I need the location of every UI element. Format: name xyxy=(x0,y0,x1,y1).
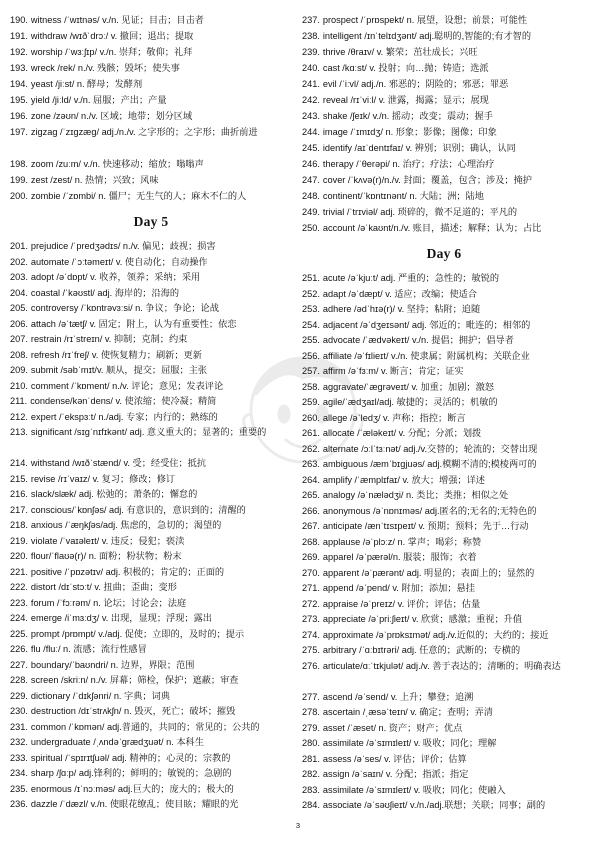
vocab-entry xyxy=(302,44,586,60)
entry-number: 280. xyxy=(302,738,320,748)
vocab-entry xyxy=(10,425,292,456)
entry-text: refresh /rɪˈfreʃ/ v. 使恢复精力；刷新；更新 xyxy=(30,349,202,360)
entry-number: 206. xyxy=(10,318,28,329)
vocab-entry xyxy=(10,689,292,705)
entry-number: 243. xyxy=(302,111,320,121)
entry-number: 253. xyxy=(302,304,320,314)
entry-number: 273. xyxy=(302,614,320,624)
entry-number: 210. xyxy=(10,380,28,391)
entry-text: prospect /ˈprɒspekt/ n. 展望，设想；前景；可能性 xyxy=(322,15,528,25)
vocab-entry xyxy=(302,349,586,365)
entry-text: adapt /əˈdæpt/ v. 适应；改编；使适合 xyxy=(322,288,477,299)
entry-number: 191. xyxy=(10,31,28,41)
entry-number: 260. xyxy=(302,412,320,423)
entry-text: image /ˈɪmɪdʒ/ n. 形象；影像；图像；印象 xyxy=(322,127,497,137)
entry-text: dazzle /ˈdæzl/ v./n. 使眼花缭乱；使目眩；耀眼的光 xyxy=(30,799,239,809)
entry-number: 246. xyxy=(302,159,320,169)
vocab-entry xyxy=(10,255,292,271)
entry-text: restrain /rɪˈstreɪn/ v. 抑制；克制；约束 xyxy=(30,334,188,344)
entry-text: prejudice /ˈpredʒədɪs/ n./v. 偏见；歧视；损害 xyxy=(30,241,216,251)
entry-text: anxious /ˈæŋkʃəs/adj. 焦虑的，急切的；渴望的 xyxy=(30,520,222,530)
entry-text: withstand /wɪðˈstænd/ v. 受；经受住；抵抗 xyxy=(30,458,207,468)
vocab-entry xyxy=(10,410,292,426)
entry-number: 227. xyxy=(10,659,28,670)
entry-text: therapy /ˈθerəpi/ n. 治疗；疗法；心理治疗 xyxy=(322,159,495,169)
entry-number: 211. xyxy=(10,396,28,406)
entry-text: prompt /prɒmpt/ v./adj. 促使；立即的，及时的；提示 xyxy=(30,628,245,639)
entry-number: 282. xyxy=(302,769,320,779)
entry-number: 271. xyxy=(302,583,320,593)
entry-number: 205. xyxy=(10,303,28,313)
entry-text: yeast /jiːst/ n. 酵母；发酵剂 xyxy=(30,79,143,89)
entry-number: 231. xyxy=(10,721,28,732)
vocab-entry xyxy=(10,565,292,581)
left-column xyxy=(10,12,292,813)
vocab-entry xyxy=(10,642,292,658)
vocab-entry xyxy=(302,628,586,644)
entry-number: 249. xyxy=(302,207,320,217)
entry-number: 208. xyxy=(10,349,28,360)
entry-text: coastal /ˈkəʊstl/ adj. 海岸的；沿海的 xyxy=(30,287,180,298)
entry-number: 259. xyxy=(302,397,320,407)
entry-text: approximate /əˈprɒksɪmət/ adj./v.近似的；大约的；接近 xyxy=(322,629,549,640)
vocab-entry xyxy=(10,549,292,565)
entry-text: common /ˈkɒmən/ adj.普通的，共同的；常见的；公共的 xyxy=(30,721,260,732)
entry-text: distort /dɪˈstɔːt/ v. 扭曲；歪曲；变形 xyxy=(30,582,177,592)
entry-number: 281. xyxy=(302,753,320,764)
entry-text: zoom /zuːm/ v./n. 快速移动；缩放；嗡嗡声 xyxy=(30,159,204,169)
entry-text: flu /fluː/ n. 流感；流行性感冒 xyxy=(30,644,147,654)
entry-text: slack/slæk/ adj. 松弛的；萧条的；懈怠的 xyxy=(30,489,198,499)
vocab-entry xyxy=(302,721,586,737)
vocab-entry xyxy=(302,333,586,349)
entry-text: enormous /ɪˈnɔːməs/ adj.巨大的；庞大的；极大的 xyxy=(30,783,234,794)
entry-text: amplify /ˈæmplɪfaɪ/ v. 放大；增强；详述 xyxy=(322,474,485,485)
entry-text: articulate/ɑːˈtɪkjulət/ adj./v. 善于表达的；清晰的；明确表达 xyxy=(322,660,561,671)
vocab-entry xyxy=(302,92,586,108)
entry-number: 275. xyxy=(302,645,320,655)
vocab-entry xyxy=(302,612,586,628)
entry-text: associate /əˈsəʊʃieɪt/ v./n./adj.联想；关联；同事；副的 xyxy=(322,800,546,810)
vocab-entry xyxy=(10,394,292,410)
vocab-entry xyxy=(10,301,292,317)
vocab-entry xyxy=(302,798,586,814)
entry-number: 254. xyxy=(302,319,320,330)
entry-number: 194. xyxy=(10,79,28,89)
entry-number: 256. xyxy=(302,350,320,361)
entry-number: 222. xyxy=(10,582,28,592)
vocab-entry xyxy=(10,317,292,333)
entry-text: adhere /ədˈhɪə(r)/ v. 坚持；粘附；追随 xyxy=(322,304,481,314)
vocab-entry xyxy=(302,690,586,706)
entry-number: 199. xyxy=(10,175,28,185)
entry-text: significant /sɪɡˈnɪfɪkənt/ adj. 意义重大的；显著的；重要的 xyxy=(30,427,267,437)
entry-text: zombie /ˈzɒmbi/ n. 僵尸；无生气的人；麻木不仁的人 xyxy=(30,191,247,201)
entry-number: 268. xyxy=(302,536,320,547)
entry-number: 230. xyxy=(10,706,28,716)
vocab-entry xyxy=(10,286,292,302)
vocab-entry xyxy=(10,28,292,44)
entry-text: apparel /əˈpærəl/n. 服装；服饰；衣着 xyxy=(322,552,477,562)
vocab-entry xyxy=(10,673,292,689)
entry-number: 213. xyxy=(10,427,28,437)
vocab-entry xyxy=(302,643,586,659)
entry-text: controversy /ˈkɒntrəvɜːsi/ n. 争议；争论；论战 xyxy=(30,303,219,313)
entry-text: cast /kɑːst/ v. 投射；向…抛；铸造；选派 xyxy=(322,63,489,73)
entry-number: 283. xyxy=(302,784,320,795)
vocab-entry xyxy=(10,456,292,472)
entry-number: 203. xyxy=(10,272,28,282)
entry-number: 218. xyxy=(10,520,28,530)
vocab-entry xyxy=(10,60,292,76)
entry-text: appreciate /əˈpriːʃieɪt/ v. 欣赏；感激；重视；升值 xyxy=(322,614,523,624)
entry-number: 193. xyxy=(10,63,28,73)
entry-number: 272. xyxy=(302,598,320,609)
vocab-entry xyxy=(10,766,292,782)
entry-text: shake /ʃeɪk/ v./n. 摇动；改变；震动；握手 xyxy=(322,111,493,121)
vocab-entry xyxy=(10,580,292,596)
vocab-entry xyxy=(302,457,586,473)
entry-text: continent/ˈkɒntɪnənt/ n. 大陆；洲；陆地 xyxy=(322,191,484,201)
entry-text: account /əˈkaʊnt/n./v. 账目，描述；解释；认为；占比 xyxy=(322,223,542,233)
vocab-entry xyxy=(10,518,292,534)
vocab-entry xyxy=(10,472,292,488)
vocab-entry xyxy=(10,782,292,798)
entry-number: 245. xyxy=(302,143,320,153)
entry-number: 198. xyxy=(10,159,28,169)
entry-number: 270. xyxy=(302,567,320,578)
word-list xyxy=(302,271,586,814)
entry-number: 190. xyxy=(10,15,28,25)
entry-number: 212. xyxy=(10,411,28,422)
entry-number: 232. xyxy=(10,737,28,747)
entry-text: cover /ˈkʌvə(r)/n./v. 封面；覆盖，包含；涉及；掩护 xyxy=(322,175,532,185)
entry-text: yield /jiːld/ v./n. 屈服；产出；产量 xyxy=(30,95,167,105)
vocab-entry xyxy=(302,140,586,156)
vocab-entry xyxy=(10,503,292,519)
entry-number: 236. xyxy=(10,799,28,809)
day-heading: Day 5 xyxy=(133,214,169,229)
entry-text: trivial /ˈtrɪviəl/ adj. 琐碎的，微不足道的；平凡的 xyxy=(322,207,518,217)
entry-text: asset /ˈæset/ n. 资产；财产；优点 xyxy=(322,722,463,733)
vocab-entry xyxy=(10,363,292,379)
entry-text: assimilate /əˈsɪmɪleɪt/ v. 吸收；同化；使融入 xyxy=(322,784,506,795)
word-list xyxy=(10,12,292,204)
vocab-entry xyxy=(302,411,586,427)
entry-text: worship /ˈwɜːʃɪp/ v./n. 崇拜；敬仰；礼拜 xyxy=(30,47,193,57)
entry-text: zest /zest/ n. 热情；兴致；风味 xyxy=(30,175,159,185)
entry-text: ambiguous /æmˈbɪɡjuəs/ adj.模糊不清的;模棱两可的 xyxy=(322,459,537,469)
entry-number: 258. xyxy=(302,381,320,392)
entry-text: anticipate /ænˈtɪsɪpeɪt/ v. 预期；预料；先于…行动 xyxy=(322,521,529,531)
entry-number: 196. xyxy=(10,111,28,121)
entry-text: destruction /dɪˈstrʌkʃn/ n. 毁灭，死亡；破坏；摧毁 xyxy=(30,706,236,716)
vocab-entry xyxy=(302,473,586,489)
entry-text: screen /skriːn/ n./v. 屏幕；筛检，保护；遮蔽；审查 xyxy=(30,675,239,685)
entry-number: 197. xyxy=(10,127,28,137)
entry-text: emerge /iˈmɜːdʒ/ v. 出现，显现；浮现；露出 xyxy=(30,613,212,623)
entry-number: 261. xyxy=(302,428,320,438)
entry-number: 237. xyxy=(302,15,320,25)
vocab-entry xyxy=(302,535,586,551)
vocab-entry xyxy=(10,797,292,813)
entry-text: wreck /rek/ n./v. 残骸；毁坏；使失事 xyxy=(30,63,180,73)
entry-text: ascend /əˈsend/ v. 上升；攀登；追溯 xyxy=(322,691,474,702)
vocab-entry xyxy=(302,736,586,752)
entry-number: 226. xyxy=(10,644,28,654)
entry-number: 219. xyxy=(10,535,28,546)
entry-number: 223. xyxy=(10,597,28,608)
entry-text: arbitrary /ˈɑːbɪtrəri/ adj. 任意的；武断的；专横的 xyxy=(322,645,521,655)
entry-text: aggravate/ˈæɡrəveɪt/ v. 加重；加剧；激怒 xyxy=(322,381,494,392)
vocab-entry xyxy=(10,735,292,751)
entry-number: 235. xyxy=(10,783,28,794)
vocab-entry xyxy=(302,380,586,396)
entry-text: violate /ˈvaɪəleɪt/ v. 违反；侵犯；亵渎 xyxy=(30,535,185,546)
vocab-entry xyxy=(302,76,586,92)
entry-number: 209. xyxy=(10,365,28,375)
vocab-entry xyxy=(10,534,292,550)
entry-text: adopt /əˈdɒpt/ v. 收养，领养；采纳；采用 xyxy=(30,272,201,282)
entry-number: 255. xyxy=(302,335,320,345)
vocab-entry xyxy=(302,426,586,442)
vocab-entry xyxy=(302,519,586,535)
entry-text: evil /ˈiːvl/ adj./n. 邪恶的；阴险的；邪恶；罪恶 xyxy=(322,79,509,89)
vocab-entry xyxy=(302,287,586,303)
entry-text: ascertain /ˌæsəˈteɪn/ v. 确定；查明；弄清 xyxy=(322,707,493,717)
entry-number: 251. xyxy=(302,273,320,283)
entry-text: identify /aɪˈdentɪfaɪ/ v. 辨别；识别；确认，认同 xyxy=(322,143,516,153)
vocab-entry xyxy=(302,442,586,458)
vocab-entry xyxy=(302,550,586,566)
entry-number: 204. xyxy=(10,287,28,298)
vocab-entry xyxy=(10,172,292,188)
entry-number: 195. xyxy=(10,95,28,105)
entry-text: adjacent /əˈdʒeɪsənt/ adj. 邻近的；毗连的；相邻的 xyxy=(322,319,531,330)
entry-number: 248. xyxy=(302,191,320,201)
entry-text: alternate /ɔːlˈtɜːnət/ adj./v.交替的；轮流的；交替出现 xyxy=(322,443,538,454)
vocab-entry xyxy=(10,379,292,395)
word-list xyxy=(302,12,586,236)
entry-number: 233. xyxy=(10,752,28,763)
vocab-entry xyxy=(302,318,586,334)
vocab-entry xyxy=(302,597,586,613)
entry-number: 252. xyxy=(302,288,320,299)
vocab-entry xyxy=(302,659,586,690)
vocab-entry xyxy=(302,705,586,721)
vocab-entry xyxy=(10,332,292,348)
entry-text: zone /zəʊn/ n./v. 区域；地带；划分区域 xyxy=(30,111,193,121)
vocab-entry xyxy=(302,395,586,411)
entry-number: 257. xyxy=(302,366,320,376)
page-number: 3 xyxy=(295,821,301,830)
entry-text: advocate /ˈædvəkeɪt/ v./n. 提倡；拥护；倡导者 xyxy=(322,335,514,345)
entry-number: 229. xyxy=(10,690,28,701)
entry-text: automate /ˈɔːtəmeɪt/ v. 使自动化；自动操作 xyxy=(30,256,208,267)
entry-number: 200. xyxy=(10,191,28,201)
vocab-entry xyxy=(302,271,586,287)
vocab-entry xyxy=(302,108,586,124)
entry-number: 215. xyxy=(10,473,28,484)
entry-number: 217. xyxy=(10,504,28,515)
entry-number: 262. xyxy=(302,443,320,454)
entry-text: agile/ˈædʒaɪl/adj. 敏捷的；灵活的；机敏的 xyxy=(322,397,498,407)
vocab-entry xyxy=(10,627,292,643)
entry-text: comment /ˈkɒment/ n./v. 评论；意见；发表评论 xyxy=(30,380,224,391)
entry-number: 267. xyxy=(302,521,320,531)
vocab-entry xyxy=(10,611,292,627)
entry-number: 202. xyxy=(10,256,28,267)
vocab-entry xyxy=(10,720,292,736)
entry-text: appraise /əˈpreɪz/ v. 评价；评估；估量 xyxy=(322,598,481,609)
entry-number: 263. xyxy=(302,459,320,469)
entry-number: 266. xyxy=(302,505,320,516)
entry-number: 276. xyxy=(302,660,320,671)
entry-text: allege /əˈledʒ/ v. 声称；指控；断言 xyxy=(322,412,466,423)
entry-text: assign /əˈsaɪn/ v. 分配；指派；指定 xyxy=(322,769,469,779)
entry-number: 277. xyxy=(302,691,320,702)
entry-number: 228. xyxy=(10,675,28,685)
entry-text: positive /ˈpɒzətɪv/ adj. 积极的；肯定的；正面的 xyxy=(30,566,225,577)
vocab-entry xyxy=(302,566,586,582)
entry-number: 221. xyxy=(10,566,28,577)
vocab-entry xyxy=(10,270,292,286)
entry-text: apparent /əˈpærənt/ adj. 明显的；表面上的；显然的 xyxy=(322,567,535,578)
entry-number: 279. xyxy=(302,722,320,733)
entry-number: 216. xyxy=(10,489,28,499)
vocab-entry xyxy=(10,44,292,60)
entry-text: zigzag /ˈzɪɡzæɡ/ adj./n./v. 之字形的；之字形；曲折前进 xyxy=(30,127,258,137)
entry-text: reveal /rɪˈviːl/ v. 泄露，揭露；显示；展现 xyxy=(322,95,489,105)
entry-text: flour/ˈflaʊə(r)/ n. 面粉；粉状物；粉末 xyxy=(30,551,182,561)
entry-number: 220. xyxy=(10,551,28,561)
entry-number: 250. xyxy=(302,223,320,233)
vocab-entry xyxy=(302,581,586,597)
vocab-entry xyxy=(10,76,292,92)
entry-text: affirm /əˈfɜːm/ v. 断言；肯定；证实 xyxy=(322,366,464,376)
entry-text: dictionary /ˈdɪkʃənri/ n. 字典；词典 xyxy=(30,690,170,701)
vocab-entry xyxy=(302,767,586,783)
entry-number: 224. xyxy=(10,613,28,623)
entry-number: 214. xyxy=(10,458,28,468)
entry-text: allocate /ˈæləkeɪt/ v. 分配；分派；划拨 xyxy=(322,428,482,438)
vocab-entry xyxy=(302,124,586,140)
vocab-entry xyxy=(10,12,292,28)
entry-number: 274. xyxy=(302,629,320,640)
word-list xyxy=(10,239,292,813)
vocab-entry xyxy=(10,92,292,108)
entry-text: boundary/ˈbaʊndri/ n. 边界，界限；范围 xyxy=(30,659,195,670)
entry-text: affiliate /əˈfɪlieɪt/ v./n. 使隶属；附属机构；关联企业 xyxy=(322,350,530,361)
entry-number: 269. xyxy=(302,552,320,562)
entry-number: 278. xyxy=(302,707,320,717)
entry-text: conscious/ˈkɒnʃəs/ adj. 有意识的，意识到的；清醒的 xyxy=(30,504,246,515)
vocab-entry xyxy=(10,487,292,503)
entry-number: 238. xyxy=(302,31,320,41)
entry-text: append /əˈpend/ v. 附加；添加；悬挂 xyxy=(322,583,475,593)
vocab-entry xyxy=(302,488,586,504)
entry-text: condense/kənˈdens/ v. 使浓缩；使冷凝；精简 xyxy=(30,396,217,406)
entry-text: assimilate /əˈsɪmɪleɪt/ v. 吸收；同化；理解 xyxy=(322,738,497,748)
vocab-entry xyxy=(302,156,586,172)
entry-number: 265. xyxy=(302,490,320,500)
entry-text: intelligent /ɪnˈtelɪdʒənt/ adj.聪明的,智能的;有才智的 xyxy=(322,31,532,41)
entry-text: revise /rɪˈvaɪz/ v. 复习；修改；修订 xyxy=(30,473,176,484)
entry-text: sharp /ʃɑːp/ adj.锋利的；鲜明的；敏锐的；急剧的 xyxy=(30,768,232,778)
vocab-entry xyxy=(10,704,292,720)
entry-text: expert /ˈekspɜːt/ n./adj. 专家；内行的；熟练的 xyxy=(30,411,218,422)
vocab-entry xyxy=(10,348,292,364)
entry-number: 247. xyxy=(302,175,320,185)
vocab-entry xyxy=(302,12,586,28)
vocab-entry xyxy=(302,504,586,520)
entry-number: 201. xyxy=(10,241,28,251)
entry-number: 234. xyxy=(10,768,28,778)
vocab-entry xyxy=(10,658,292,674)
vocab-entry xyxy=(302,188,586,204)
entry-text: withdraw /wɪðˈdrɔː/ v. 撤回；退出；提取 xyxy=(30,31,194,41)
vocab-entry xyxy=(10,751,292,767)
entry-text: applause /əˈplɔːz/ n. 掌声；喝彩；称赞 xyxy=(322,536,482,547)
vocab-entry xyxy=(302,364,586,380)
entry-number: 242. xyxy=(302,95,320,105)
entry-number: 225. xyxy=(10,628,28,639)
vocab-entry xyxy=(10,188,292,204)
vocab-entry xyxy=(10,156,292,172)
right-column xyxy=(302,12,586,814)
entry-text: undergraduate /ˌʌndəˈɡrædʒuət/ n. 本科生 xyxy=(30,737,204,747)
entry-text: attach /əˈtætʃ/ v. 固定；附上，认为有重要性；依恋 xyxy=(30,318,237,329)
entry-text: submit /səbˈmɪt/v. 顺从，提交；屈服；主张 xyxy=(30,365,208,375)
vocab-entry xyxy=(302,60,586,76)
vocab-entry xyxy=(302,302,586,318)
vocab-entry xyxy=(10,596,292,612)
vocab-entry xyxy=(302,204,586,220)
entry-number: 244. xyxy=(302,127,320,137)
day-heading: Day 6 xyxy=(426,246,462,261)
vocab-entry xyxy=(10,124,292,156)
entry-text: spiritual /ˈspɪrɪtʃuəl/ adj. 精神的；心灵的；宗教的 xyxy=(30,752,231,763)
vocab-entry xyxy=(302,28,586,44)
entry-text: thrive /θraɪv/ v. 繁荣；茁壮成长；兴旺 xyxy=(322,47,478,57)
entry-text: assess /əˈses/ v. 评估；评价；估算 xyxy=(322,753,467,764)
entry-text: analogy /əˈnælədʒi/ n. 类比；类推；相似之处 xyxy=(322,490,509,500)
entry-number: 192. xyxy=(10,47,28,57)
entry-text: witness /ˈwɪtnəs/ v./n. 见证；目击；目击者 xyxy=(30,15,204,25)
vocab-entry xyxy=(10,239,292,255)
entry-text: forum /ˈfɔːrəm/ n. 论坛；讨论会；法庭 xyxy=(30,597,187,608)
vocab-entry xyxy=(302,752,586,768)
vocab-entry xyxy=(10,108,292,124)
vocab-entry xyxy=(302,220,586,236)
entry-number: 264. xyxy=(302,474,320,485)
entry-number: 240. xyxy=(302,63,320,73)
entry-number: 207. xyxy=(10,334,28,344)
entry-number: 241. xyxy=(302,79,320,89)
entry-text: acute /əˈkjuːt/ adj. 严重的；急性的；敏锐的 xyxy=(322,273,500,283)
vocab-entry xyxy=(302,783,586,799)
vocab-entry xyxy=(302,172,586,188)
entry-text: anonymous /əˈnɒnɪməs/ adj.匿名的;无名的;无特色的 xyxy=(322,505,537,516)
entry-number: 239. xyxy=(302,47,320,57)
entry-number: 284. xyxy=(302,800,320,810)
